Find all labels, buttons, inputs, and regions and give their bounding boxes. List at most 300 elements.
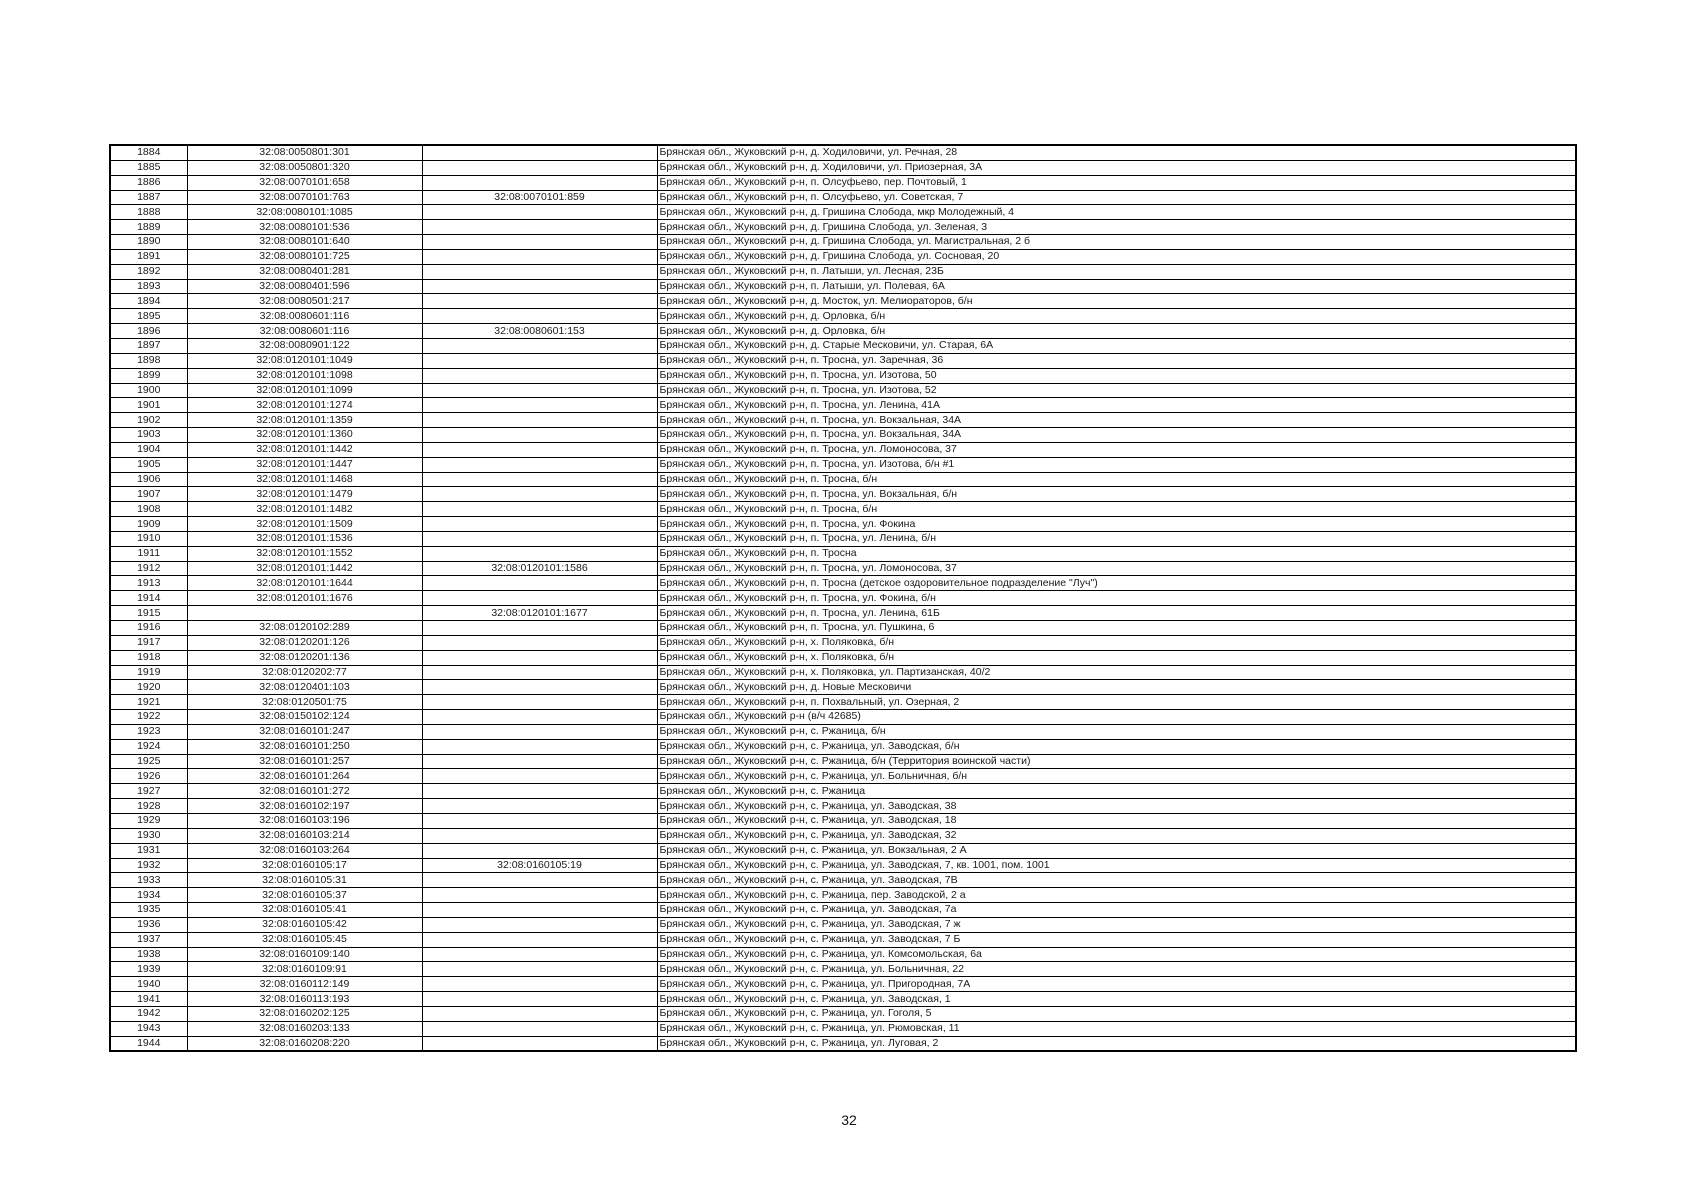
- table-row: [110, 932, 1576, 947]
- address-cell: Брянская обл., Жуковский р-н, с. Ржаница, ул. Луговая, 2: [657, 1036, 1576, 1051]
- table-row: [110, 353, 1576, 368]
- table-row: [110, 724, 1576, 739]
- row-number-cell: 1890: [110, 235, 187, 250]
- table-row: [110, 249, 1576, 264]
- cadastral-number-cell: 32:08:0120101:1360: [187, 428, 422, 443]
- cadastral-number-cell: 32:08:0160208:220: [187, 1036, 422, 1051]
- row-number-cell: 1884: [110, 145, 187, 160]
- address-cell: Брянская обл., Жуковский р-н, с. Ржаница, ул. Заводская, б/н: [657, 739, 1576, 754]
- cadastral-number-cell: 32:08:0160113:193: [187, 992, 422, 1007]
- address-cell: Брянская обл., Жуковский р-н, п. Тросна, ул. Ломоносова, 37: [657, 442, 1576, 457]
- table-row: [110, 324, 1576, 339]
- address-cell: Брянская обл., Жуковский р-н, с. Ржаница, ул. Заводская, 7а: [657, 903, 1576, 918]
- table-row: [110, 368, 1576, 383]
- row-number-cell: 1916: [110, 621, 187, 636]
- table-row: [110, 561, 1576, 576]
- row-number-cell: 1898: [110, 353, 187, 368]
- row-number-cell: 1912: [110, 561, 187, 576]
- table-row: [110, 457, 1576, 472]
- cadastral-number-cell: 32:08:0120101:1447: [187, 457, 422, 472]
- related-cadastral-number-cell: [422, 932, 657, 947]
- cadastral-number-cell: 32:08:0160105:41: [187, 903, 422, 918]
- row-number-cell: 1895: [110, 309, 187, 324]
- row-number-cell: 1913: [110, 576, 187, 591]
- address-cell: Брянская обл., Жуковский р-н, с. Ржаница, ул. Заводская, 7 ж: [657, 917, 1576, 932]
- row-number-cell: 1917: [110, 635, 187, 650]
- cadastral-number-cell: 32:08:0070101:658: [187, 175, 422, 190]
- table-row: [110, 828, 1576, 843]
- cadastral-number-cell: 32:08:0080601:116: [187, 324, 422, 339]
- page-number: 32: [841, 1112, 857, 1128]
- row-number-cell: 1888: [110, 205, 187, 220]
- related-cadastral-number-cell: [422, 249, 657, 264]
- address-cell: Брянская обл., Жуковский р-н, с. Ржаница, ул. Заводская, 7 Б: [657, 932, 1576, 947]
- row-number-cell: 1928: [110, 799, 187, 814]
- address-cell: Брянская обл., Жуковский р-н, п. Тросна, ул. Вокзальная, б/н: [657, 487, 1576, 502]
- table-row: [110, 858, 1576, 873]
- related-cadastral-number-cell: [422, 487, 657, 502]
- related-cadastral-number-cell: [422, 294, 657, 309]
- table-row: [110, 1021, 1576, 1036]
- cadastral-number-cell: 32:08:0120101:1468: [187, 472, 422, 487]
- address-cell: Брянская обл., Жуковский р-н, с. Ржаница, ул. Больничная, б/н: [657, 769, 1576, 784]
- table-row: [110, 784, 1576, 799]
- address-cell: Брянская обл., Жуковский р-н, п. Тросна, ул. Пушкина, 6: [657, 621, 1576, 636]
- cadastral-number-cell: 32:08:0160101:257: [187, 754, 422, 769]
- related-cadastral-number-cell: [422, 145, 657, 160]
- address-cell: Брянская обл., Жуковский р-н (в/ч 42685): [657, 710, 1576, 725]
- related-cadastral-number-cell: 32:08:0160105:19: [422, 858, 657, 873]
- table-row: [110, 546, 1576, 561]
- row-number-cell: 1894: [110, 294, 187, 309]
- row-number-cell: 1939: [110, 962, 187, 977]
- address-cell: Брянская обл., Жуковский р-н, с. Ржаница, ул. Больничная, 22: [657, 962, 1576, 977]
- related-cadastral-number-cell: [422, 383, 657, 398]
- related-cadastral-number-cell: 32:08:0120101:1586: [422, 561, 657, 576]
- row-number-cell: 1908: [110, 502, 187, 517]
- related-cadastral-number-cell: [422, 309, 657, 324]
- address-cell: Брянская обл., Жуковский р-н, д. Гришина Слобода, ул. Магистральная, 2 б: [657, 235, 1576, 250]
- table-row: [110, 235, 1576, 250]
- row-number-cell: 1929: [110, 813, 187, 828]
- table-row: [110, 383, 1576, 398]
- table-row: [110, 665, 1576, 680]
- address-cell: Брянская обл., Жуковский р-н, с. Ржаница, пер. Заводской, 2 а: [657, 888, 1576, 903]
- address-cell: Брянская обл., Жуковский р-н, с. Ржаница, б/н: [657, 724, 1576, 739]
- cadastral-number-cell: 32:08:0120101:1274: [187, 398, 422, 413]
- table-row: [110, 442, 1576, 457]
- related-cadastral-number-cell: [422, 398, 657, 413]
- address-cell: Брянская обл., Жуковский р-н, с. Ржаница: [657, 784, 1576, 799]
- address-cell: Брянская обл., Жуковский р-н, д. Гришина Слобода, ул. Сосновая, 20: [657, 249, 1576, 264]
- address-cell: Брянская обл., Жуковский р-н, п. Тросна, ул. Заречная, 36: [657, 353, 1576, 368]
- cadastral-number-cell: 32:08:0080401:596: [187, 279, 422, 294]
- row-number-cell: 1926: [110, 769, 187, 784]
- row-number-cell: 1887: [110, 190, 187, 205]
- related-cadastral-number-cell: [422, 992, 657, 1007]
- row-number-cell: 1944: [110, 1036, 187, 1051]
- address-cell: Брянская обл., Жуковский р-н, д. Орловка, б/н: [657, 324, 1576, 339]
- address-cell: Брянская обл., Жуковский р-н, п. Тросна, ул. Изотова, 50: [657, 368, 1576, 383]
- row-number-cell: 1923: [110, 724, 187, 739]
- row-number-cell: 1930: [110, 828, 187, 843]
- address-cell: Брянская обл., Жуковский р-н, с. Ржаница, ул. Пригородная, 7А: [657, 977, 1576, 992]
- cadastral-number-cell: 32:08:0160109:91: [187, 962, 422, 977]
- address-cell: Брянская обл., Жуковский р-н, п. Тросна (детское оздоровительное подразделение "Луч"): [657, 576, 1576, 591]
- row-number-cell: 1899: [110, 368, 187, 383]
- address-cell: Брянская обл., Жуковский р-н, п. Латыши, ул. Лесная, 23Б: [657, 264, 1576, 279]
- row-number-cell: 1896: [110, 324, 187, 339]
- row-number-cell: 1885: [110, 160, 187, 175]
- cadastral-number-cell: 32:08:0120101:1536: [187, 531, 422, 546]
- related-cadastral-number-cell: [422, 368, 657, 383]
- related-cadastral-number-cell: [422, 1006, 657, 1021]
- related-cadastral-number-cell: [422, 665, 657, 680]
- related-cadastral-number-cell: 32:08:0080601:153: [422, 324, 657, 339]
- cadastral-number-cell: 32:08:0120101:1644: [187, 576, 422, 591]
- row-number-cell: 1900: [110, 383, 187, 398]
- table-row: [110, 576, 1576, 591]
- address-cell: Брянская обл., Жуковский р-н, п. Тросна, б/н: [657, 502, 1576, 517]
- row-number-cell: 1902: [110, 413, 187, 428]
- related-cadastral-number-cell: [422, 413, 657, 428]
- cadastral-number-cell: 32:08:0160103:264: [187, 843, 422, 858]
- table-row: [110, 739, 1576, 754]
- table-row: [110, 190, 1576, 205]
- cadastral-number-cell: 32:08:0120102:289: [187, 621, 422, 636]
- table-row: [110, 531, 1576, 546]
- cadastral-number-cell: 32:08:0120101:1509: [187, 517, 422, 532]
- address-cell: Брянская обл., Жуковский р-н, д. Ходиловичи, ул. Приозерная, 3А: [657, 160, 1576, 175]
- related-cadastral-number-cell: [422, 457, 657, 472]
- table-row: [110, 843, 1576, 858]
- related-cadastral-number-cell: [422, 621, 657, 636]
- related-cadastral-number-cell: [422, 160, 657, 175]
- table-row: [110, 873, 1576, 888]
- cadastral-number-cell: 32:08:0120202:77: [187, 665, 422, 680]
- table-row: [110, 502, 1576, 517]
- table-row: [110, 205, 1576, 220]
- cadastral-number-cell: 32:08:0160101:247: [187, 724, 422, 739]
- related-cadastral-number-cell: [422, 813, 657, 828]
- address-cell: Брянская обл., Жуковский р-н, п. Тросна, ул. Ленина, б/н: [657, 531, 1576, 546]
- address-cell: Брянская обл., Жуковский р-н, д. Старые Месковичи, ул. Старая, 6А: [657, 338, 1576, 353]
- table-row: [110, 517, 1576, 532]
- address-cell: Брянская обл., Жуковский р-н, д. Гришина Слобода, ул. Зеленая, 3: [657, 220, 1576, 235]
- cadastral-number-cell: 32:08:0120101:1479: [187, 487, 422, 502]
- address-cell: Брянская обл., Жуковский р-н, п. Тросна, ул. Вокзальная, 34А: [657, 428, 1576, 443]
- table-row: [110, 1006, 1576, 1021]
- address-cell: Брянская обл., Жуковский р-н, д. Новые Месковичи: [657, 680, 1576, 695]
- related-cadastral-number-cell: [422, 784, 657, 799]
- table-row: [110, 338, 1576, 353]
- row-number-cell: 1932: [110, 858, 187, 873]
- related-cadastral-number-cell: [422, 576, 657, 591]
- related-cadastral-number-cell: [422, 635, 657, 650]
- table-row: [110, 279, 1576, 294]
- property-register-table: [109, 144, 1577, 1052]
- table-row: [110, 1036, 1576, 1051]
- table-row: [110, 754, 1576, 769]
- address-cell: Брянская обл., Жуковский р-н, п. Латыши, ул. Полевая, 6А: [657, 279, 1576, 294]
- row-number-cell: 1911: [110, 546, 187, 561]
- table-row: [110, 160, 1576, 175]
- table-row: [110, 398, 1576, 413]
- address-cell: Брянская обл., Жуковский р-н, п. Тросна, ул. Ленина, 61Б: [657, 606, 1576, 621]
- cadastral-number-cell: 32:08:0120101:1359: [187, 413, 422, 428]
- table-row: [110, 903, 1576, 918]
- row-number-cell: 1914: [110, 591, 187, 606]
- related-cadastral-number-cell: [422, 591, 657, 606]
- row-number-cell: 1937: [110, 932, 187, 947]
- table-row: [110, 428, 1576, 443]
- cadastral-number-cell: 32:08:0080401:281: [187, 264, 422, 279]
- table-row: [110, 145, 1576, 160]
- table-row: [110, 635, 1576, 650]
- address-cell: Брянская обл., Жуковский р-н, д. Гришина Слобода, мкр Молодежный, 4: [657, 205, 1576, 220]
- address-cell: Брянская обл., Жуковский р-н, с. Ржаница, ул. Заводская, 7В: [657, 873, 1576, 888]
- cadastral-number-cell: 32:08:0120101:1442: [187, 561, 422, 576]
- row-number-cell: 1919: [110, 665, 187, 680]
- row-number-cell: 1934: [110, 888, 187, 903]
- cadastral-number-cell: 32:08:0120101:1098: [187, 368, 422, 383]
- related-cadastral-number-cell: 32:08:0070101:859: [422, 190, 657, 205]
- related-cadastral-number-cell: [422, 710, 657, 725]
- table-row: [110, 710, 1576, 725]
- cadastral-number-cell: 32:08:0080101:640: [187, 235, 422, 250]
- row-number-cell: 1891: [110, 249, 187, 264]
- row-number-cell: 1904: [110, 442, 187, 457]
- cadastral-number-cell: 32:08:0160105:42: [187, 917, 422, 932]
- cadastral-number-cell: 32:08:0160105:31: [187, 873, 422, 888]
- row-number-cell: 1901: [110, 398, 187, 413]
- address-cell: Брянская обл., Жуковский р-н, с. Ржаница, ул. Заводская, 1: [657, 992, 1576, 1007]
- address-cell: Брянская обл., Жуковский р-н, с. Ржаница, ул. Заводская, 7, кв. 1001, пом. 1001: [657, 858, 1576, 873]
- table-row: [110, 769, 1576, 784]
- row-number-cell: 1938: [110, 947, 187, 962]
- row-number-cell: 1931: [110, 843, 187, 858]
- cadastral-number-cell: 32:08:0160105:37: [187, 888, 422, 903]
- cadastral-number-cell: 32:08:0160105:45: [187, 932, 422, 947]
- cadastral-number-cell: 32:08:0120201:136: [187, 650, 422, 665]
- row-number-cell: 1925: [110, 754, 187, 769]
- related-cadastral-number-cell: 32:08:0120101:1677: [422, 606, 657, 621]
- cadastral-number-cell: 32:08:0080501:217: [187, 294, 422, 309]
- cadastral-number-cell: 32:08:0080101:536: [187, 220, 422, 235]
- cadastral-number-cell: 32:08:0160203:133: [187, 1021, 422, 1036]
- related-cadastral-number-cell: [422, 828, 657, 843]
- cadastral-number-cell: 32:08:0120101:1442: [187, 442, 422, 457]
- table-row: [110, 947, 1576, 962]
- row-number-cell: 1903: [110, 428, 187, 443]
- related-cadastral-number-cell: [422, 546, 657, 561]
- address-cell: Брянская обл., Жуковский р-н, с. Ржаница, ул. Рюмовская, 11: [657, 1021, 1576, 1036]
- document-page: [109, 144, 1577, 1052]
- address-cell: Брянская обл., Жуковский р-н, д. Орловка, б/н: [657, 309, 1576, 324]
- related-cadastral-number-cell: [422, 502, 657, 517]
- row-number-cell: 1933: [110, 873, 187, 888]
- table-row: [110, 917, 1576, 932]
- related-cadastral-number-cell: [422, 724, 657, 739]
- cadastral-number-cell: 32:08:0120101:1676: [187, 591, 422, 606]
- related-cadastral-number-cell: [422, 873, 657, 888]
- row-number-cell: 1936: [110, 917, 187, 932]
- cadastral-number-cell: 32:08:0160103:196: [187, 813, 422, 828]
- related-cadastral-number-cell: [422, 264, 657, 279]
- address-cell: Брянская обл., Жуковский р-н, с. Ржаница, ул. Комсомольская, 6а: [657, 947, 1576, 962]
- related-cadastral-number-cell: [422, 769, 657, 784]
- address-cell: Брянская обл., Жуковский р-н, с. Ржаница, ул. Вокзальная, 2 А: [657, 843, 1576, 858]
- related-cadastral-number-cell: [422, 1021, 657, 1036]
- cadastral-number-cell: 32:08:0150102:124: [187, 710, 422, 725]
- table-body: [110, 145, 1576, 1051]
- related-cadastral-number-cell: [422, 235, 657, 250]
- row-number-cell: 1906: [110, 472, 187, 487]
- related-cadastral-number-cell: [422, 903, 657, 918]
- table-row: [110, 992, 1576, 1007]
- related-cadastral-number-cell: [422, 442, 657, 457]
- table-row: [110, 309, 1576, 324]
- table-row: [110, 962, 1576, 977]
- related-cadastral-number-cell: [422, 279, 657, 294]
- address-cell: Брянская обл., Жуковский р-н, с. Ржаница, ул. Заводская, 18: [657, 813, 1576, 828]
- row-number-cell: 1927: [110, 784, 187, 799]
- cadastral-number-cell: 32:08:0160112:149: [187, 977, 422, 992]
- related-cadastral-number-cell: [422, 799, 657, 814]
- table-row: [110, 413, 1576, 428]
- related-cadastral-number-cell: [422, 205, 657, 220]
- address-cell: Брянская обл., Жуковский р-н, п. Тросна: [657, 546, 1576, 561]
- address-cell: Брянская обл., Жуковский р-н, д. Мосток, ул. Мелиораторов, б/н: [657, 294, 1576, 309]
- address-cell: Брянская обл., Жуковский р-н, с. Ржаница, ул. Заводская, 32: [657, 828, 1576, 843]
- cadastral-number-cell: 32:08:0080101:725: [187, 249, 422, 264]
- address-cell: Брянская обл., Жуковский р-н, п. Олсуфьево, пер. Почтовый, 1: [657, 175, 1576, 190]
- table-row: [110, 695, 1576, 710]
- table-row: [110, 888, 1576, 903]
- table-row: [110, 220, 1576, 235]
- address-cell: Брянская обл., Жуковский р-н, д. Ходиловичи, ул. Речная, 28: [657, 145, 1576, 160]
- table-row: [110, 487, 1576, 502]
- cadastral-number-cell: 32:08:0160101:272: [187, 784, 422, 799]
- address-cell: Брянская обл., Жуковский р-н, х. Поляковка, ул. Партизанская, 40/2: [657, 665, 1576, 680]
- address-cell: Брянская обл., Жуковский р-н, п. Тросна, ул. Изотова, б/н #1: [657, 457, 1576, 472]
- cadastral-number-cell: 32:08:0160102:197: [187, 799, 422, 814]
- related-cadastral-number-cell: [422, 680, 657, 695]
- row-number-cell: 1921: [110, 695, 187, 710]
- table-row: [110, 977, 1576, 992]
- table-row: [110, 606, 1576, 621]
- row-number-cell: 1941: [110, 992, 187, 1007]
- related-cadastral-number-cell: [422, 739, 657, 754]
- row-number-cell: 1940: [110, 977, 187, 992]
- row-number-cell: 1907: [110, 487, 187, 502]
- cadastral-number-cell: 32:08:0050801:301: [187, 145, 422, 160]
- address-cell: Брянская обл., Жуковский р-н, п. Тросна, ул. Фокина, б/н: [657, 591, 1576, 606]
- cadastral-number-cell: 32:08:0120101:1482: [187, 502, 422, 517]
- related-cadastral-number-cell: [422, 754, 657, 769]
- related-cadastral-number-cell: [422, 472, 657, 487]
- cadastral-number-cell: 32:08:0120101:1552: [187, 546, 422, 561]
- table-row: [110, 472, 1576, 487]
- row-number-cell: 1942: [110, 1006, 187, 1021]
- cadastral-number-cell: 32:08:0160109:140: [187, 947, 422, 962]
- related-cadastral-number-cell: [422, 1036, 657, 1051]
- related-cadastral-number-cell: [422, 888, 657, 903]
- address-cell: Брянская обл., Жуковский р-н, с. Ржаница, ул. Гоголя, 5: [657, 1006, 1576, 1021]
- address-cell: Брянская обл., Жуковский р-н, п. Тросна, ул. Ленина, 41А: [657, 398, 1576, 413]
- table-row: [110, 813, 1576, 828]
- related-cadastral-number-cell: [422, 353, 657, 368]
- address-cell: Брянская обл., Жуковский р-н, п. Тросна, ул. Вокзальная, 34А: [657, 413, 1576, 428]
- row-number-cell: 1920: [110, 680, 187, 695]
- cadastral-number-cell: 32:08:0080101:1085: [187, 205, 422, 220]
- row-number-cell: 1893: [110, 279, 187, 294]
- row-number-cell: 1915: [110, 606, 187, 621]
- cadastral-number-cell: 32:08:0120101:1049: [187, 353, 422, 368]
- related-cadastral-number-cell: [422, 695, 657, 710]
- row-number-cell: 1922: [110, 710, 187, 725]
- cadastral-number-cell: 32:08:0120501:75: [187, 695, 422, 710]
- row-number-cell: 1924: [110, 739, 187, 754]
- cadastral-number-cell: 32:08:0120201:126: [187, 635, 422, 650]
- row-number-cell: 1886: [110, 175, 187, 190]
- row-number-cell: 1889: [110, 220, 187, 235]
- row-number-cell: 1897: [110, 338, 187, 353]
- table-row: [110, 621, 1576, 636]
- table-row: [110, 175, 1576, 190]
- address-cell: Брянская обл., Жуковский р-н, х. Поляковка, б/н: [657, 635, 1576, 650]
- table-row: [110, 294, 1576, 309]
- row-number-cell: 1918: [110, 650, 187, 665]
- address-cell: Брянская обл., Жуковский р-н, п. Тросна, ул. Ломоносова, 37: [657, 561, 1576, 576]
- cadastral-number-cell: 32:08:0160103:214: [187, 828, 422, 843]
- related-cadastral-number-cell: [422, 917, 657, 932]
- related-cadastral-number-cell: [422, 338, 657, 353]
- cadastral-number-cell: 32:08:0070101:763: [187, 190, 422, 205]
- cadastral-number-cell: 32:08:0160101:264: [187, 769, 422, 784]
- address-cell: Брянская обл., Жуковский р-н, с. Ржаница, ул. Заводская, 38: [657, 799, 1576, 814]
- related-cadastral-number-cell: [422, 843, 657, 858]
- address-cell: Брянская обл., Жуковский р-н, п. Тросна, ул. Изотова, 52: [657, 383, 1576, 398]
- related-cadastral-number-cell: [422, 428, 657, 443]
- cadastral-number-cell: 32:08:0120401:103: [187, 680, 422, 695]
- table-row: [110, 650, 1576, 665]
- table-row: [110, 264, 1576, 279]
- related-cadastral-number-cell: [422, 962, 657, 977]
- table-row: [110, 799, 1576, 814]
- cadastral-number-cell: 32:08:0160101:250: [187, 739, 422, 754]
- row-number-cell: 1892: [110, 264, 187, 279]
- related-cadastral-number-cell: [422, 531, 657, 546]
- related-cadastral-number-cell: [422, 175, 657, 190]
- table-row: [110, 591, 1576, 606]
- cadastral-number-cell: 32:08:0160202:125: [187, 1006, 422, 1021]
- cadastral-number-cell: [187, 606, 422, 621]
- row-number-cell: 1935: [110, 903, 187, 918]
- cadastral-number-cell: 32:08:0050801:320: [187, 160, 422, 175]
- cadastral-number-cell: 32:08:0120101:1099: [187, 383, 422, 398]
- address-cell: Брянская обл., Жуковский р-н, х. Поляковка, б/н: [657, 650, 1576, 665]
- related-cadastral-number-cell: [422, 650, 657, 665]
- address-cell: Брянская обл., Жуковский р-н, с. Ржаница, б/н (Территория воинской части): [657, 754, 1576, 769]
- row-number-cell: 1909: [110, 517, 187, 532]
- table-row: [110, 680, 1576, 695]
- cadastral-number-cell: 32:08:0080901:122: [187, 338, 422, 353]
- related-cadastral-number-cell: [422, 977, 657, 992]
- related-cadastral-number-cell: [422, 947, 657, 962]
- address-cell: Брянская обл., Жуковский р-н, п. Тросна, б/н: [657, 472, 1576, 487]
- cadastral-number-cell: 32:08:0080601:116: [187, 309, 422, 324]
